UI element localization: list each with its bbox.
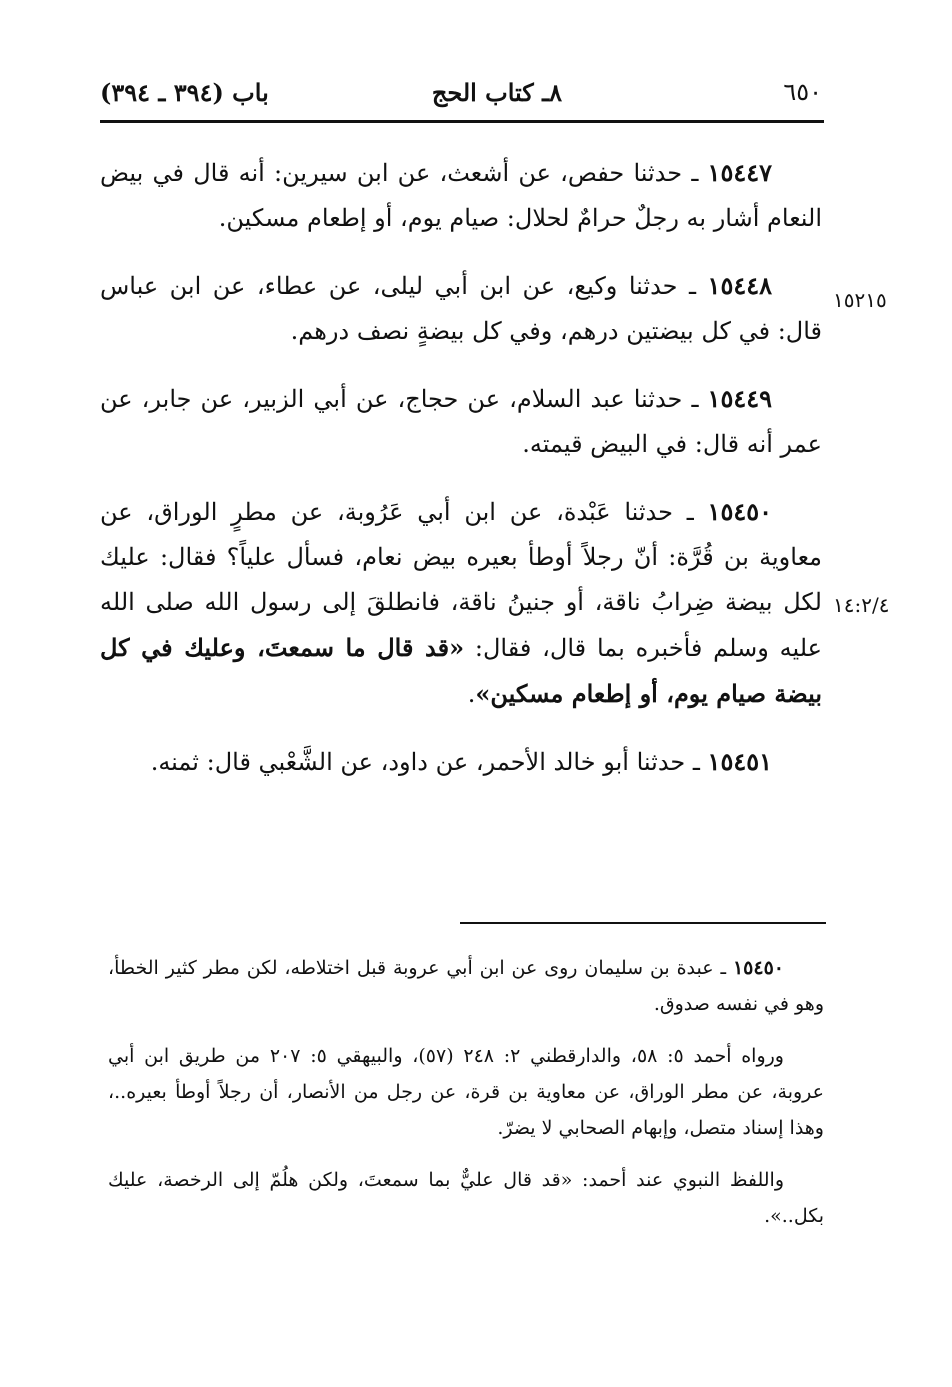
hadith-paragraph [100, 489, 822, 717]
chapter-heading: باب (٣٩٤ ـ ٣٩٤) [100, 78, 269, 107]
footnote-text: ـ عبدة بن سليمان روى عن ابن أبي عروبة قبل اختلاطه، لكن مطر كثير الخطأ، وهو في نفسه صدوق. [108, 957, 824, 1015]
footnote [108, 950, 824, 1022]
hadith-number: ١٥٤٥٠ [707, 497, 772, 526]
page-number: ٦٥٠ [783, 78, 822, 106]
hadith-text: ـ حدثنا أبو خالد الأحمر، عن داود، عن الشَّعْبي قال: ثمنه. [150, 748, 708, 776]
hadith-text: ـ حدثنا حفص، عن أشعث، عن ابن سيرين: أنه قال في بيض النعام أشار به رجلٌ حرامٌ لحلال: صيام يوم، أو إطعام مسكين. [100, 159, 822, 232]
footnotes [108, 950, 824, 1250]
margin-reference: ١٥٢١٥ [833, 288, 887, 312]
hadith-text: ـ حدثنا عَبْدة، عن ابن أبي عَرُوبة، عن مطرٍ الوراق، عن معاوية بن قُرَّة: أنّ رجلاً أوطأ بعيره بيض نعام، فسأل علياً؟ فقال: عليك لكل بيضة ضِرابُ ناقة، أو جنينُ ناقة، فانطلقَ إلى رسول الله صلى الله عليه وسلم فأخبره بما قال، فقال: [100, 498, 823, 662]
margin-reference: ١٤:٢/٤ [833, 593, 890, 617]
footnote-rule [460, 922, 826, 924]
hadith-paragraph [100, 739, 822, 785]
hadith-list [100, 150, 822, 807]
hadith-text: ـ حدثنا عبد السلام، عن حجاج، عن أبي الزبير، عن جابر، عن عمر أنه قال: في البيض قيمته. [100, 385, 822, 458]
hadith-number: ١٥٤٤٨ [707, 271, 772, 300]
prophetic-statement: «قد قال ما سمعتَ، وعليك في كل بيضة صيام يوم، أو إطعام مسكين» [100, 633, 822, 708]
hadith-paragraph [100, 263, 822, 354]
hadith-paragraph [100, 150, 822, 241]
hadith-text: ـ حدثنا وكيع، عن ابن أبي ليلى، عن عطاء، عن ابن عباس قال: في كل بيضتين درهم، وفي كل بيضةٍ نصف درهم. [100, 272, 822, 345]
running-header [100, 78, 822, 118]
footnote-number: ١٥٤٥٠ [732, 957, 784, 979]
header-rule [100, 120, 824, 123]
hadith-number: ١٥٤٤٧ [707, 158, 772, 187]
hadith-number: ١٥٤٥١ [707, 747, 772, 776]
footnote [108, 1162, 824, 1234]
footnote-text: ورواه أحمد ٥: ٥٨، والدارقطني ٢: ٢٤٨ (٥٧)، والبيهقي ٥: ٢٠٧ من طريق ابن أبي عروبة، عن مطر الوراق، عن معاوية بن قرة، عن رجل من الأنصار، أن رجلاً أوطأ بعيره..، وهذا إسناد متصل، وإبهام الصحابي لا يضرّ. [108, 1045, 824, 1139]
book-title: ٨ـ كتاب الحج [431, 78, 562, 107]
hadith-number: ١٥٤٤٩ [707, 384, 772, 413]
hadith-text-end: . [467, 680, 476, 708]
footnote-text: واللفظ النبوي عند أحمد: «قد قال عليٌّ بما سمعتَ، ولكن هلُمّ إلى الرخصة، عليك بكل..». [108, 1169, 824, 1227]
footnote [108, 1038, 824, 1146]
hadith-paragraph [100, 376, 822, 467]
